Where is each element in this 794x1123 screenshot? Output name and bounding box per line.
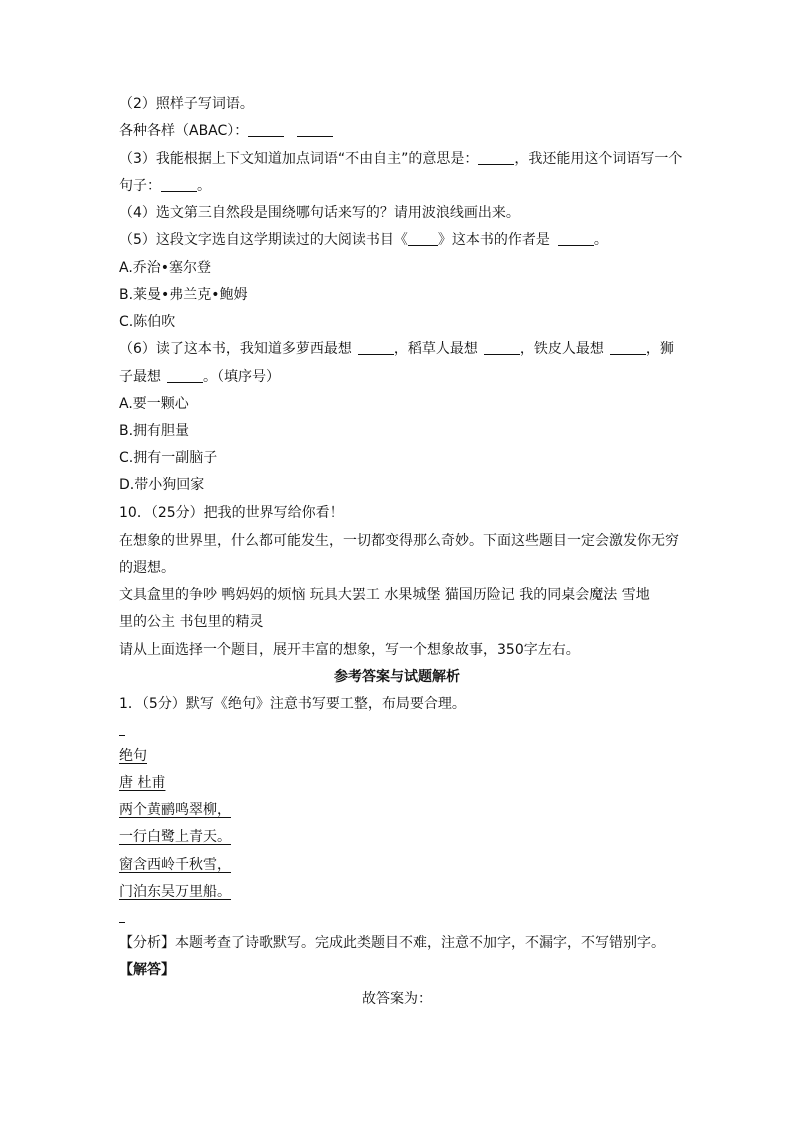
option-item: D.带小狗回家 <box>119 477 205 493</box>
blank[interactable] <box>248 122 284 137</box>
poem-line: 两个黄鹂鸣翠柳， <box>119 802 231 818</box>
blank[interactable] <box>297 122 333 137</box>
q9-part3-line1 <box>119 149 682 169</box>
q9-part2-abac-label: 各种各样（ABAC）： <box>119 123 249 139</box>
blank[interactable] <box>408 231 438 246</box>
q9-part3-text: （3）我能根据上下文知道加点词语“不由自主”的意思是： <box>119 151 479 167</box>
blank[interactable] <box>167 368 203 383</box>
answer-text: 故答案为： <box>362 991 432 1007</box>
q9-part5-text: 》这本书的作者是 <box>437 232 550 248</box>
q9-part6-text: ，狮 <box>645 341 674 357</box>
q9-part3-line2 <box>119 176 211 196</box>
q9-part6-text: ，稻草人最想 <box>393 341 478 357</box>
q10-text: 的遐想。 <box>119 560 175 576</box>
answer-q1-title: 1．（5分）默写《绝句》注意书写要工整，布局要合理。 <box>119 696 466 712</box>
q9-part6-line1 <box>119 339 674 359</box>
q10-topics: 文具盒里的争吵 鸭妈妈的烦恼 玩具大罢工 水果城堡 猫国历险记 我的同桌会魔法 雪地 <box>119 587 650 603</box>
q9-part6-text: 子最想 <box>119 369 161 385</box>
option-item: C.拥有一副脑子 <box>119 450 218 466</box>
blank[interactable] <box>558 231 594 246</box>
q9-part3-text: 。 <box>197 178 211 194</box>
poem-title: 绝句 <box>119 748 147 764</box>
q9-part6-text: 。（填序号） <box>203 369 280 385</box>
blank[interactable] <box>161 177 197 192</box>
blank[interactable] <box>358 340 394 355</box>
q10-title: 10．（25分）把我的世界写给你看！ <box>119 505 344 521</box>
poem-line: 一行白鹭上青天。 <box>119 829 231 845</box>
q9-part3-text: ，我还能用这个词语写一个 <box>514 151 683 167</box>
poem-author: 唐 杜甫 <box>119 775 166 791</box>
poem-line: 窗含西岭千秋雪， <box>119 857 231 873</box>
q9-part3-text: 句子： <box>119 178 161 194</box>
q10-instruction: 请从上面选择一个题目，展开丰富的想象，写一个想象故事，350字左右。 <box>119 642 580 658</box>
q9-part6-line2 <box>119 367 280 387</box>
q10-topics: 里的公主 书包里的精灵 <box>119 614 264 630</box>
option-item: B.莱曼•弗兰克•鲍姆 <box>119 287 248 303</box>
q9-part6-text: （6）读了这本书，我知道多萝西最想 <box>119 341 352 357</box>
option-item: C.陈伯吹 <box>119 314 176 330</box>
option-item: B.拥有胆量 <box>119 423 190 439</box>
q9-part5-line <box>119 230 608 250</box>
answer-label: 【解答】 <box>119 962 175 978</box>
blank[interactable] <box>478 150 514 165</box>
q9-part4: （4）选文第三自然段是围绕哪句话来写的？请用波浪线画出来。 <box>119 205 520 221</box>
divider <box>119 922 125 923</box>
analysis-text: 【分析】本题考查了诗歌默写。完成此类题目不难，注意不加字，不漏字，不写错别字。 <box>119 935 665 951</box>
blank[interactable] <box>610 340 646 355</box>
q9-part6-text: ，铁皮人最想 <box>519 341 604 357</box>
q9-part2-abac-line <box>119 121 333 141</box>
answer-heading: 参考答案与试题解析 <box>334 669 460 685</box>
q10-text: 在想象的世界里，什么都可能发生，一切都变得那么奇妙。下面这些题目一定会激发你无穷 <box>119 533 679 549</box>
q9-part5-text: 。 <box>593 232 608 248</box>
option-item: A.要一颗心 <box>119 396 189 412</box>
q9-part2-title: （2）照样子写词语。 <box>119 96 254 112</box>
poem-line: 门泊东吴万里船。 <box>119 884 231 900</box>
q9-part5-text: （5）这段文字选自这学期读过的大阅读书目《 <box>119 232 408 248</box>
blank[interactable] <box>484 340 520 355</box>
divider <box>119 735 125 736</box>
option-item: A.乔治•塞尔登 <box>119 260 212 276</box>
